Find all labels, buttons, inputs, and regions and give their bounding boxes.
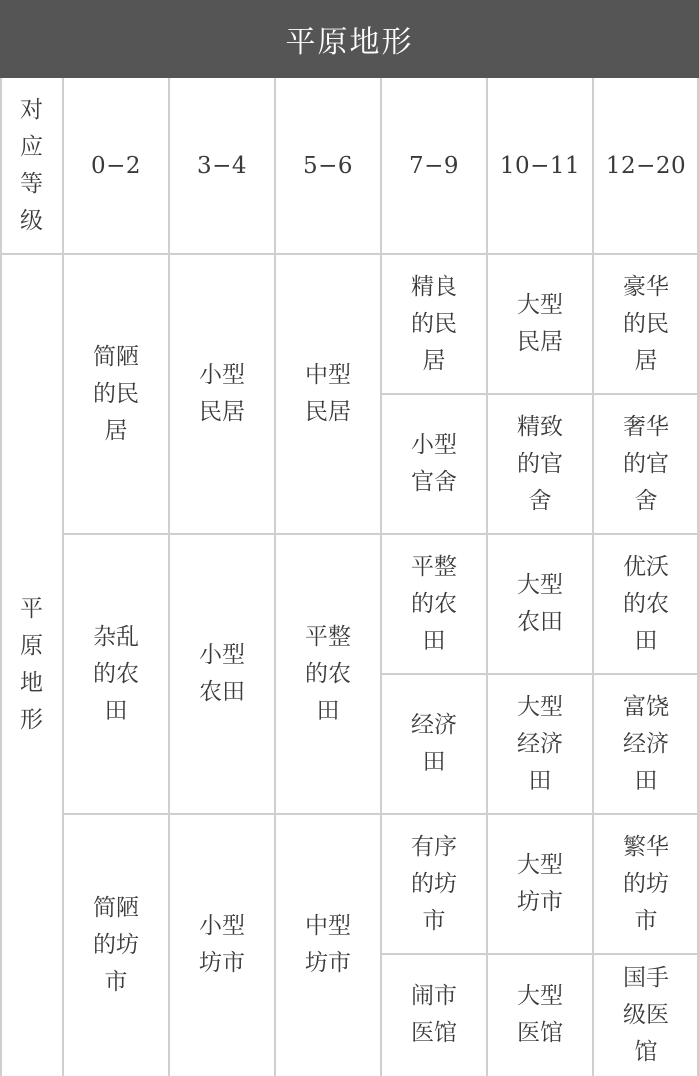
cell-text-line: 小型 xyxy=(199,362,245,388)
group-1-row-1-level-10-11 xyxy=(487,254,593,394)
cell-text-line: 田 xyxy=(316,697,340,724)
cell-text-line: 的官 xyxy=(623,450,669,477)
group-3-row-1-level-12-20-text xyxy=(623,829,669,940)
cell-text-line: 坊市 xyxy=(199,950,245,976)
group-2-row-2-level-7-9 xyxy=(381,674,487,814)
group-3-row-2-level-7-9-text xyxy=(411,978,457,1052)
cell-text-line: 田 xyxy=(634,627,658,654)
cell-text-line: 民居 xyxy=(305,399,351,425)
grid-vline xyxy=(274,78,276,1076)
cell-text-line: 田 xyxy=(422,627,446,654)
cell-text-line: 小型 xyxy=(199,913,245,939)
cell-text-line: 3−4 xyxy=(196,152,248,179)
group-3-level-5-6 xyxy=(275,814,381,1076)
cell-text-line: 奢华 xyxy=(623,413,669,440)
grid-hline xyxy=(381,953,699,955)
header-range-3 xyxy=(275,78,381,254)
cell-text-line: 小型 xyxy=(411,432,457,458)
grid-vline xyxy=(168,78,170,1076)
cell-text-line: 市 xyxy=(634,907,658,934)
cell-text-line: 闹市 xyxy=(411,983,457,1009)
cell-text-line: 大型 xyxy=(517,693,563,720)
cell-text-line: 优沃 xyxy=(623,553,669,580)
group-3-level-0-2-text xyxy=(93,890,139,1001)
group-1-level-3-4-text xyxy=(199,357,245,431)
cell-text-line: 农田 xyxy=(517,609,563,635)
cell-text-line: 的农 xyxy=(305,660,351,687)
cell-text-line: 原 xyxy=(20,633,43,659)
group-1-level-5-6 xyxy=(275,254,381,534)
cell-text-line: 居 xyxy=(104,417,128,444)
cell-text-line: 舍 xyxy=(528,487,552,514)
cell-text-line: 居 xyxy=(634,347,658,374)
cell-text-line: 有序 xyxy=(411,833,457,860)
cell-text-line: 田 xyxy=(104,697,128,724)
cell-text-line: 小型 xyxy=(199,642,245,668)
group-2-level-3-4-text xyxy=(199,637,245,711)
cell-text-line: 平整 xyxy=(305,623,351,650)
cell-text-line: 7−9 xyxy=(408,152,460,179)
cell-text-line: 的民 xyxy=(623,310,669,337)
group-3-row-2-level-7-9 xyxy=(381,954,487,1076)
grid-hline xyxy=(381,673,699,675)
cell-text-line: 5−6 xyxy=(302,152,354,179)
group-2-row-1-level-12-20-text xyxy=(623,549,669,660)
group-2-row-2-level-12-20-text xyxy=(623,689,669,800)
group-2-level-5-6 xyxy=(275,534,381,814)
group-2-row-1-level-12-20 xyxy=(593,534,699,674)
group-3-row-1-level-7-9 xyxy=(381,814,487,954)
group-3-row-2-level-12-20 xyxy=(593,954,699,1076)
grid-vline xyxy=(592,78,594,1076)
group-3-level-3-4-text xyxy=(199,908,245,982)
cell-text-line: 平 xyxy=(20,596,43,622)
cell-text-line: 10−11 xyxy=(499,152,581,179)
cell-text-line: 形 xyxy=(20,707,43,733)
group-2-level-0-2 xyxy=(63,534,169,814)
header-range-1-text xyxy=(91,148,141,185)
grid-hline xyxy=(63,813,699,815)
cell-text-line: 繁华 xyxy=(623,833,669,860)
header-level-label-text xyxy=(20,92,43,240)
cell-text-line: 应 xyxy=(20,134,43,160)
group-2-row-2-level-10-11-text xyxy=(517,689,563,800)
group-3-level-0-2 xyxy=(63,814,169,1076)
cell-text-line: 12−20 xyxy=(605,152,687,179)
header-range-6 xyxy=(593,78,699,254)
cell-text-line: 简陋 xyxy=(93,894,139,921)
cell-text-line: 坊市 xyxy=(517,889,563,915)
group-1-row-2-level-12-20 xyxy=(593,394,699,534)
cell-text-line: 的农 xyxy=(623,590,669,617)
cell-text-line: 的农 xyxy=(93,660,139,687)
header-range-2 xyxy=(169,78,275,254)
group-2-row-2-level-12-20 xyxy=(593,674,699,814)
cell-text-line: 级医 xyxy=(623,1001,669,1028)
side-terrain-label-text xyxy=(20,591,43,739)
header-level-label xyxy=(0,78,63,254)
group-2-level-3-4 xyxy=(169,534,275,814)
group-1-row-1-level-10-11-text xyxy=(517,287,563,361)
header-range-4 xyxy=(381,78,487,254)
header-range-2-text xyxy=(197,148,247,185)
cell-text-line: 舍 xyxy=(634,487,658,514)
header-range-6-text xyxy=(606,148,686,185)
cell-text-line: 市 xyxy=(104,968,128,995)
grid-hline xyxy=(0,253,699,255)
group-2-row-1-level-7-9 xyxy=(381,534,487,674)
cell-text-line: 田 xyxy=(634,767,658,794)
group-1-row-2-level-12-20-text xyxy=(623,409,669,520)
group-1-row-2-level-7-9 xyxy=(381,394,487,534)
group-3-row-1-level-12-20 xyxy=(593,814,699,954)
group-1-row-2-level-10-11 xyxy=(487,394,593,534)
group-3-row-2-level-10-11 xyxy=(487,954,593,1076)
group-2-row-1-level-10-11-text xyxy=(517,567,563,641)
cell-text-line: 市 xyxy=(422,907,446,934)
group-2-row-1-level-7-9-text xyxy=(411,549,457,660)
cell-text-line: 的坊 xyxy=(411,870,457,897)
grid-hline xyxy=(63,533,699,535)
group-3-level-5-6-text xyxy=(305,908,351,982)
header-range-3-text xyxy=(303,148,353,185)
cell-text-line: 的农 xyxy=(411,590,457,617)
group-2-row-1-level-10-11 xyxy=(487,534,593,674)
cell-text-line: 田 xyxy=(528,767,552,794)
group-1-row-2-level-7-9-text xyxy=(411,427,457,501)
cell-text-line: 杂乱 xyxy=(93,623,139,650)
group-2-row-2-level-10-11 xyxy=(487,674,593,814)
cell-text-line: 级 xyxy=(20,208,43,234)
group-1-level-5-6-text xyxy=(305,357,351,431)
cell-text-line: 医馆 xyxy=(517,1020,563,1046)
grid-vline xyxy=(0,78,2,1076)
cell-text-line: 居 xyxy=(422,347,446,374)
grid-vline xyxy=(486,78,488,1076)
cell-text-line: 中型 xyxy=(305,362,351,388)
cell-text-line: 地 xyxy=(20,670,43,696)
cell-text-line: 农田 xyxy=(199,679,245,705)
group-1-row-1-level-12-20 xyxy=(593,254,699,394)
cell-text-line: 田 xyxy=(422,749,446,775)
group-3-row-2-level-12-20-text xyxy=(623,960,669,1071)
cell-text-line: 大型 xyxy=(517,292,563,318)
side-terrain-label xyxy=(0,254,63,1076)
cell-text-line: 平整 xyxy=(411,553,457,580)
header-range-1 xyxy=(63,78,169,254)
group-3-row-1-level-10-11 xyxy=(487,814,593,954)
cell-text-line: 简陋 xyxy=(93,343,139,370)
cell-text-line: 的民 xyxy=(93,380,139,407)
cell-text-line: 的官 xyxy=(517,450,563,477)
group-2-level-0-2-text xyxy=(93,619,139,730)
cell-text-line: 的坊 xyxy=(623,870,669,897)
group-1-level-0-2-text xyxy=(93,339,139,450)
cell-text-line: 大型 xyxy=(517,572,563,598)
cell-text-line: 民居 xyxy=(517,329,563,355)
cell-text-line: 官舍 xyxy=(411,469,457,495)
header-range-4-text xyxy=(409,148,459,185)
cell-text-line: 大型 xyxy=(517,852,563,878)
group-1-row-2-level-10-11-text xyxy=(517,409,563,520)
cell-text-line: 等 xyxy=(20,171,43,197)
cell-text-line: 对 xyxy=(20,97,43,123)
cell-text-line: 富饶 xyxy=(623,693,669,720)
grid-hline xyxy=(381,393,699,395)
cell-text-line: 精良 xyxy=(411,273,457,300)
group-3-row-2-level-10-11-text xyxy=(517,978,563,1052)
cell-text-line: 精致 xyxy=(517,413,563,440)
group-2-level-5-6-text xyxy=(305,619,351,730)
cell-text-line: 民居 xyxy=(199,399,245,425)
cell-text-line: 的坊 xyxy=(93,931,139,958)
cell-text-line: 坊市 xyxy=(305,950,351,976)
cell-text-line: 馆 xyxy=(634,1038,658,1065)
cell-text-line: 中型 xyxy=(305,913,351,939)
grid-vline xyxy=(62,78,64,1076)
group-1-row-1-level-12-20-text xyxy=(623,269,669,380)
group-3-row-1-level-10-11-text xyxy=(517,847,563,921)
header-range-5-text xyxy=(500,148,580,185)
cell-text-line: 的民 xyxy=(411,310,457,337)
group-3-row-1-level-7-9-text xyxy=(411,829,457,940)
cell-text-line: 国手 xyxy=(623,964,669,991)
group-1-level-3-4 xyxy=(169,254,275,534)
group-3-level-3-4 xyxy=(169,814,275,1076)
cell-text-line: 医馆 xyxy=(411,1020,457,1046)
cell-text-line: 经济 xyxy=(411,712,457,738)
cell-text-line: 经济 xyxy=(517,730,563,757)
cell-text-line: 豪华 xyxy=(623,273,669,300)
cell-text-line: 大型 xyxy=(517,983,563,1009)
group-1-level-0-2 xyxy=(63,254,169,534)
cell-text-line: 0−2 xyxy=(90,152,142,179)
group-1-row-1-level-7-9 xyxy=(381,254,487,394)
group-2-row-2-level-7-9-text xyxy=(411,707,457,781)
grid-vline xyxy=(380,78,382,1076)
cell-text-line: 经济 xyxy=(623,730,669,757)
group-1-row-1-level-7-9-text xyxy=(411,269,457,380)
table-title: 平原地形 xyxy=(0,0,699,78)
header-range-5 xyxy=(487,78,593,254)
